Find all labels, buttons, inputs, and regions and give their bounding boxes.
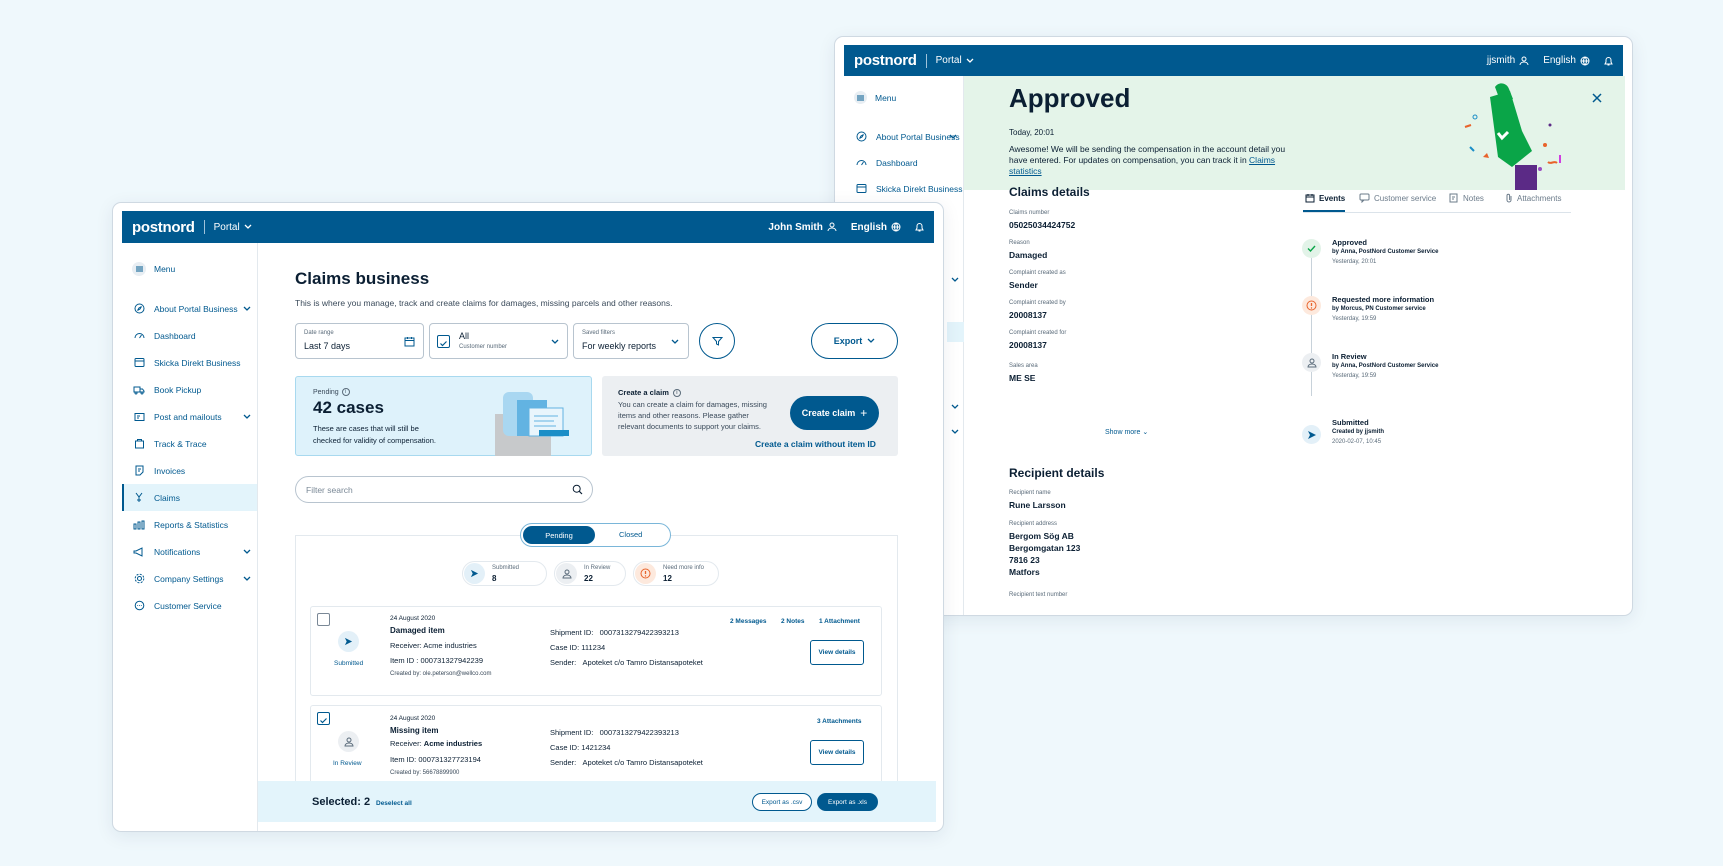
item-value: 000731327942239	[420, 656, 484, 665]
row-created-by: Created by: ole.peterson@wellco.com	[390, 671, 492, 677]
sidebar-item-label: Dashboard	[154, 330, 196, 341]
field-label: Recipient text number	[1009, 592, 1068, 598]
chevron-down-icon	[951, 404, 959, 410]
package-icon	[132, 437, 146, 451]
sidebar-item-label: Notifications	[154, 546, 201, 557]
portal-label: Portal	[935, 55, 962, 66]
dashboard-icon	[854, 156, 868, 170]
tab-events[interactable]	[1305, 193, 1345, 203]
export-button[interactable]	[811, 323, 898, 359]
menu-button[interactable]	[844, 84, 963, 111]
row-created-by: Created by: 56678899900	[390, 770, 460, 776]
sidebar-item-label: Book Pickup	[154, 384, 202, 395]
messages-link[interactable]: 2 Messages	[730, 618, 767, 625]
customer-value: All	[459, 331, 470, 341]
field-label: Sales area	[1009, 363, 1038, 369]
address-line: Bergomgatan 123	[1009, 543, 1081, 553]
stat-need-more-info	[633, 561, 719, 586]
deselect-all-link[interactable]: Deselect all	[376, 800, 412, 807]
documents-illustration	[489, 388, 589, 456]
claims-business-window	[112, 202, 944, 832]
event-by: by Anna, PostNord Customer Service	[1332, 249, 1439, 255]
show-more-label: Show more	[1105, 429, 1141, 436]
tab-label: Notes	[1463, 193, 1484, 203]
sidebar-item-track-trace[interactable]	[122, 430, 257, 457]
chevron-down-icon	[671, 339, 679, 345]
user-name: John Smith	[768, 221, 823, 233]
date-range-label: Date range	[304, 330, 334, 336]
invoice-icon	[132, 464, 146, 478]
user-icon	[827, 222, 837, 232]
address-line: Matfors	[1009, 567, 1040, 577]
event-time: Yesterday, 19:59	[1332, 373, 1377, 379]
row-case-id	[550, 643, 605, 652]
postnord-logo[interactable]: postnord	[854, 52, 917, 69]
hamburger-icon	[854, 91, 867, 104]
sidebar-item-book-pickup[interactable]	[122, 376, 257, 403]
customer-label: Customer number	[459, 344, 508, 350]
portal-dropdown[interactable]	[936, 55, 974, 66]
address-line: Bergom Sög AB	[1009, 531, 1074, 541]
field-label: Claims number	[1009, 210, 1050, 216]
sidebar-item-claims[interactable]	[122, 484, 257, 511]
chat-bubble-icon	[132, 599, 146, 613]
row-shipment	[550, 628, 679, 637]
receiver-value: Acme industries	[423, 641, 477, 650]
sidebar-item-post-mailouts[interactable]	[122, 403, 257, 430]
event-title: In Review	[1332, 352, 1367, 361]
box-icon	[854, 182, 868, 196]
chevron-down-icon	[243, 306, 251, 312]
active-item-highlight	[947, 322, 964, 342]
paperclip-icon	[1505, 193, 1513, 203]
created-for-value: 20008137	[1009, 340, 1047, 350]
sender-value: Apoteket c/o Tamro Distansapoteket	[582, 758, 703, 767]
item-value: 000731327723194	[418, 755, 481, 764]
saved-filters-value: For weekly reports	[582, 341, 657, 351]
event-title: Approved	[1332, 238, 1368, 247]
sidebar-item-reports[interactable]	[122, 511, 257, 538]
status-toggle	[520, 523, 671, 547]
sidebar-item-label: Track & Trace	[154, 438, 207, 449]
alert-icon	[1302, 296, 1321, 315]
sidebar-item-dashboard[interactable]	[844, 149, 963, 176]
reviewer-icon	[1302, 353, 1321, 372]
row-date: 24 August 2020	[390, 615, 436, 622]
info-icon: i	[342, 388, 350, 396]
case-label: Case ID:	[550, 743, 580, 752]
row-item-id	[390, 656, 483, 665]
case-value: 1421234	[581, 743, 611, 752]
search-input[interactable]	[295, 476, 593, 503]
sidebar-item-skicka[interactable]	[844, 175, 963, 202]
receiver-label: Receiver:	[390, 739, 422, 748]
dashboard-icon	[132, 329, 146, 343]
chevron-down-icon	[951, 277, 959, 283]
event-by: Created by jjsmith	[1332, 429, 1385, 435]
view-details-button[interactable]: View details	[810, 640, 864, 665]
sender-label: Sender:	[550, 758, 577, 767]
field-label: Recipient name	[1009, 490, 1051, 496]
saved-filters-label: Saved filters	[582, 330, 616, 336]
pending-desc-2: checked for validity of compensation.	[313, 436, 436, 445]
shipment-label: Shipment ID:	[550, 628, 594, 637]
bell-icon[interactable]	[1604, 56, 1613, 66]
export-label: Export	[833, 336, 863, 346]
globe-icon	[891, 222, 901, 232]
field-label: Complaint created by	[1009, 300, 1066, 306]
portal-dropdown[interactable]	[214, 222, 252, 233]
menu-label: Menu	[154, 263, 176, 274]
thumbs-up-illustration	[1445, 77, 1565, 190]
user-name: jjsmith	[1486, 55, 1516, 66]
bell-icon[interactable]	[915, 222, 924, 232]
compass-icon	[132, 302, 146, 316]
truck-icon	[132, 383, 146, 397]
date-range-picker[interactable]	[295, 323, 424, 359]
sidebar-item-label: Claims	[154, 492, 180, 503]
chevron-down-icon: ⌄	[1142, 429, 1149, 436]
calendar-icon	[1305, 193, 1315, 203]
claims-number: 05025034424752	[1009, 220, 1076, 230]
event-by: by Anna, PostNord Customer Service	[1332, 363, 1439, 369]
close-icon[interactable]	[1591, 92, 1603, 104]
tab-notes[interactable]	[1449, 193, 1484, 203]
shipment-value: 0007313279422393213	[599, 728, 679, 737]
pending-label: Pending	[313, 388, 339, 396]
user-menu[interactable]	[768, 222, 836, 233]
sidebar-item-label: Dashboard	[876, 157, 918, 168]
stat-label: Submitted	[492, 565, 520, 571]
shipment-label: Shipment ID:	[550, 728, 594, 737]
sidebar	[122, 243, 258, 832]
export-xls-button[interactable]: Export as .xls	[817, 793, 878, 811]
chevron-down-icon	[949, 134, 957, 140]
row-status: Submitted	[334, 660, 364, 667]
row-receiver	[390, 641, 477, 650]
chevron-down-icon	[244, 224, 252, 230]
date-range-value: Last 7 days	[304, 341, 351, 351]
tab-customer-service[interactable]	[1359, 193, 1436, 203]
attachments-link[interactable]: 3 Attachments	[817, 718, 862, 725]
sidebar-item-about[interactable]	[844, 123, 963, 150]
reviewer-icon	[338, 731, 359, 752]
row-item-id	[390, 755, 481, 764]
field-label: Recipient address	[1009, 521, 1058, 527]
sidebar-item-about[interactable]	[122, 295, 257, 322]
sidebar-item-customer-service[interactable]	[122, 592, 257, 619]
event-time: Yesterday, 19:59	[1332, 316, 1377, 322]
banner-title: Approved	[1009, 83, 1131, 113]
row-title: Damaged item	[390, 626, 445, 635]
show-more-link[interactable]	[1105, 428, 1148, 436]
stat-value: 12	[663, 574, 672, 583]
sidebar-item-label: About Portal Business	[154, 303, 238, 314]
banner-message-text: have entered. For updates on compensation, you can track it in	[1009, 155, 1247, 165]
notes-link[interactable]: 2 Notes	[781, 618, 805, 625]
alert-icon	[635, 563, 656, 584]
event-by: by Morcus, PN Customer service	[1332, 306, 1426, 312]
sidebar-item-label: Skicka Direkt Business	[154, 357, 241, 368]
send-icon	[464, 563, 485, 584]
case-value: 111234	[581, 643, 606, 652]
field-label: Complaint created for	[1009, 330, 1067, 336]
chevron-down-icon	[551, 339, 559, 345]
banner-message-2	[1009, 155, 1275, 165]
item-label: Item ID:	[390, 755, 417, 764]
check-icon	[1302, 239, 1321, 258]
pending-count: 42 cases	[313, 398, 384, 417]
selected-label: Selected:	[312, 796, 361, 808]
user-icon	[1519, 56, 1529, 66]
reason-value: Damaged	[1009, 250, 1048, 260]
sidebar-item-company-settings[interactable]	[122, 565, 257, 592]
sidebar-item-dashboard[interactable]	[122, 322, 257, 349]
chat-icon	[1359, 193, 1370, 203]
stat-label: Need more info	[663, 565, 705, 571]
stat-value: 8	[492, 574, 497, 583]
language-select[interactable]	[851, 222, 901, 233]
tab-label: Attachments	[1517, 193, 1562, 203]
view-details-button[interactable]: View details	[810, 740, 864, 765]
chevron-down-icon	[867, 338, 875, 344]
sidebar-item-label: Company Settings	[154, 573, 224, 584]
create-without-id-link[interactable]: Create a claim without item ID	[755, 439, 876, 449]
selected-count	[312, 796, 370, 808]
item-label: Item ID :	[390, 656, 419, 665]
create-claim-label-row	[618, 388, 681, 397]
create-claim-desc-3: relevant documents to support your claims.	[618, 422, 761, 431]
field-label: Complaint created as	[1009, 270, 1066, 276]
create-claim-desc: You can create a claim for damages, missing	[618, 400, 767, 409]
top-bar	[844, 45, 1623, 76]
tab-closed[interactable]: Closed	[619, 530, 643, 539]
pending-desc: These are cases that will still be	[313, 424, 419, 433]
row-sender	[550, 758, 703, 767]
row-case-id	[550, 743, 610, 752]
field-label: Reason	[1009, 240, 1030, 246]
row-checkbox[interactable]	[317, 712, 330, 725]
sidebar-item-label: Customer Service	[154, 600, 222, 611]
shipment-value: 0007313279422393213	[599, 628, 679, 637]
recipient-name: Rune Larsson	[1009, 500, 1066, 510]
tabs-divider	[1303, 212, 1571, 213]
postnord-logo[interactable]: postnord	[132, 218, 195, 236]
attachments-link[interactable]: 1 Attachment	[819, 618, 860, 625]
claims-statistics-link-2[interactable]: statistics	[1009, 166, 1042, 176]
row-date: 24 August 2020	[390, 715, 436, 722]
recipient-details-heading: Recipient details	[1009, 466, 1105, 480]
stat-value: 22	[584, 574, 593, 583]
tab-label: Events	[1319, 193, 1346, 203]
sidebar-item-notifications[interactable]	[122, 538, 257, 565]
sidebar-item-label: Invoices	[154, 465, 186, 476]
export-csv-button[interactable]: Export as .csv	[752, 793, 812, 811]
banner-message: Awesome! We will be sending the compensation in the account detail you	[1009, 144, 1286, 154]
send-icon	[338, 631, 359, 652]
row-checkbox[interactable]	[317, 613, 330, 626]
info-icon: i	[673, 389, 681, 397]
notes-icon	[1449, 193, 1459, 203]
tab-attachments[interactable]	[1505, 193, 1561, 203]
banner-time: Today, 20:01	[1009, 128, 1055, 137]
language-label: English	[1543, 55, 1576, 66]
portal-label: Portal	[213, 221, 240, 233]
top-bar	[122, 211, 934, 243]
sidebar-item-invoices[interactable]	[122, 457, 257, 484]
chevron-down-icon	[243, 576, 251, 582]
create-claim-desc-2: items and other reasons. Please gather	[618, 411, 749, 420]
claim-detail-window	[834, 36, 1633, 616]
sender-label: Sender:	[550, 658, 577, 667]
claims-statistics-link[interactable]: Claims	[1249, 155, 1276, 165]
claims-icon	[132, 491, 146, 505]
stat-label: In Review	[584, 565, 611, 571]
bar-chart-icon	[132, 518, 146, 532]
box-icon	[132, 356, 146, 370]
sender-value: Apoteket c/o Tamro Distansapoteket	[582, 658, 703, 667]
user-menu[interactable]	[1487, 55, 1529, 66]
language-label: English	[850, 221, 887, 233]
active-tab-indicator	[1303, 210, 1345, 212]
chevron-down-icon	[243, 549, 251, 555]
event-time: Yesterday, 20:01	[1332, 259, 1377, 265]
page-title: Claims business	[295, 269, 430, 288]
chevron-down-icon	[243, 414, 251, 420]
sidebar-item-label: About Portal Business	[876, 131, 960, 142]
plus-icon: +	[860, 406, 868, 420]
pending-label-row	[313, 388, 350, 396]
saved-filters-select[interactable]	[573, 323, 689, 359]
tab-label: Customer service	[1374, 193, 1437, 203]
row-receiver	[390, 739, 482, 748]
receiver-label: Receiver:	[390, 641, 422, 650]
gear-icon	[132, 572, 146, 586]
language-select[interactable]	[1543, 55, 1590, 66]
event-time: 2020-02-07, 10:45	[1332, 439, 1382, 445]
address-line: 7816 23	[1009, 555, 1040, 565]
row-sender	[550, 658, 703, 667]
megaphone-icon	[132, 545, 146, 559]
event-title: Submitted	[1332, 418, 1369, 427]
create-claim-button[interactable]	[790, 396, 879, 430]
sidebar-item-label: Reports & Statistics	[154, 519, 229, 530]
search-icon	[572, 484, 583, 495]
created-by-value: 20008137	[1009, 310, 1047, 320]
receiver-value: Acme industries	[423, 739, 483, 748]
row-shipment	[550, 728, 679, 737]
create-claim-label: Create a claim	[618, 388, 669, 397]
created-as-value: Sender	[1009, 280, 1038, 290]
menu-label: Menu	[875, 92, 897, 103]
case-label: Case ID:	[550, 643, 580, 652]
globe-icon	[1580, 56, 1590, 66]
stat-submitted	[462, 561, 547, 586]
event-title: Requested more information	[1332, 295, 1435, 304]
sidebar-item-label: Skicka Direkt Business	[876, 183, 963, 194]
send-icon	[1302, 425, 1321, 444]
timeline-line	[1311, 248, 1312, 396]
row-title: Missing item	[390, 726, 439, 735]
sidebar-item-label: Post and mailouts	[154, 411, 222, 422]
checkbox-icon	[437, 335, 450, 348]
claims-details-heading: Claims details	[1009, 185, 1090, 199]
compass-icon	[854, 130, 868, 144]
sidebar-item-skicka[interactable]	[122, 349, 257, 376]
customer-number-select[interactable]	[429, 323, 568, 359]
page-subtitle: This is where you manage, track and create claims for damages, missing parcels and other reasons.	[295, 298, 673, 308]
calendar-icon	[404, 336, 415, 347]
chevron-down-icon	[966, 58, 974, 64]
filter-icon[interactable]	[699, 323, 735, 359]
row-status: In Review	[333, 760, 362, 767]
reviewer-icon	[556, 563, 577, 584]
tab-pending[interactable]: Pending	[523, 526, 595, 544]
stat-in-review	[554, 561, 626, 586]
create-claim-button-label: Create claim	[801, 408, 856, 418]
selected-value: 2	[363, 796, 371, 808]
hamburger-icon	[132, 262, 146, 276]
sales-area-value: ME SE	[1009, 373, 1036, 383]
chevron-down-icon	[951, 429, 959, 435]
menu-button[interactable]	[122, 255, 257, 282]
search-placeholder: Filter search	[306, 485, 353, 495]
mail-icon	[132, 410, 146, 424]
